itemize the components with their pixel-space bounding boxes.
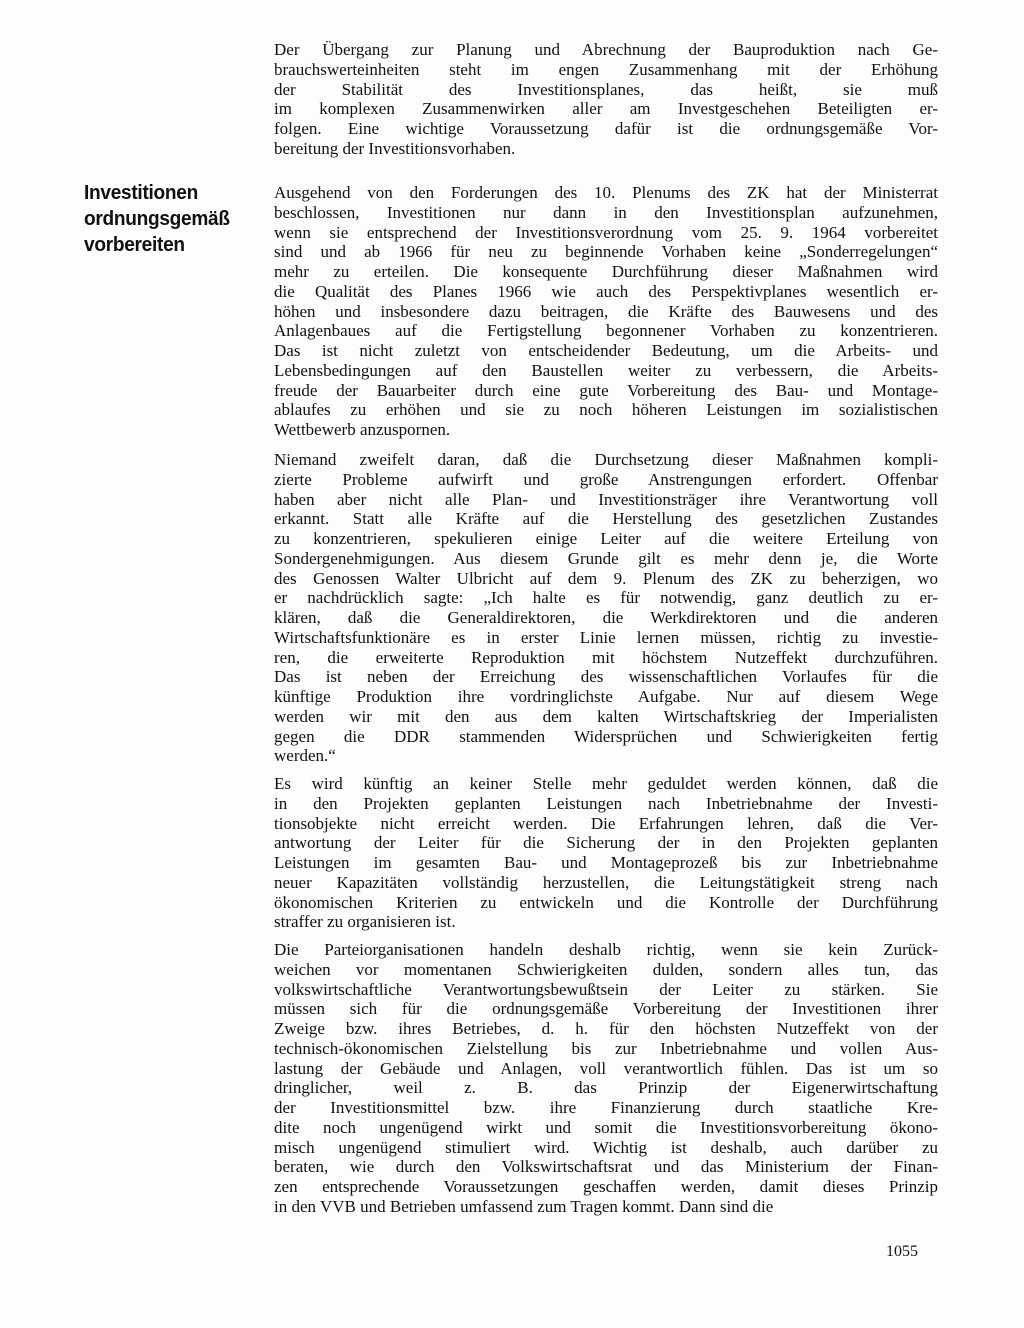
text-line: misch ungenügend stimuliert wird. Wichtig ist deshalb, auch darüber zu <box>274 1137 938 1157</box>
text-line: weichen vor momentanen Schwierigkeiten dulden, sondern alles tun, das <box>274 959 938 979</box>
page-number: 1055 <box>886 1243 918 1260</box>
margin-heading-line: Investitionen <box>84 181 198 204</box>
text-line: haben aber nicht alle Plan- und Investitionsträger ihre Verantwortung voll <box>274 489 938 509</box>
text-line: Wettbewerb anzuspornen. <box>274 420 451 439</box>
text-line: Das ist nicht zuletzt von entscheidender Bedeutung, um die Arbeits- und <box>274 341 938 360</box>
text-line: im komplexen Zusammenwirken aller am Investgeschehen Beteiligten er- <box>274 99 938 119</box>
text-line: bereitung der Investitionsvorhaben. <box>274 138 516 158</box>
text-line: wenn sie entsprechend der Investitionsverordnung vom 25. 9. 1964 vorbereitet <box>274 222 938 242</box>
text-line: der Stabilität des Investitionsplanes, das heißt, sie muß <box>274 79 938 99</box>
text-line: brauchswerteinheiten steht im engen Zusammenhang mit der Erhöhung <box>274 59 938 79</box>
paragraph-3 <box>274 450 938 766</box>
text-line: volkswirtschaftliche Verantwortungsbewußtsein der Leiter zu stärken. Sie <box>274 979 938 999</box>
text-line: tionsobjekte nicht erreicht werden. Die Erfahrungen lehren, daß die Ver- <box>274 813 938 833</box>
text-line: Niemand zweifelt daran, daß die Durchsetzung dieser Maßnahmen kompli- <box>274 450 938 469</box>
text-line: antwortung der Leiter für die Sicherung der in den Projekten geplanten <box>274 833 938 853</box>
text-line: höhen und insbesondere dazu beitragen, die Kräfte des Bauwesens und des <box>274 301 938 321</box>
text-line: Zweige bzw. ihres Betriebes, d. h. für den höchsten Nutzeffekt von der <box>274 1019 938 1038</box>
text-line: freude der Bauarbeiter durch eine gute Vorbereitung des Bau- und Montage- <box>274 380 938 400</box>
text-line: der Investitionsmittel bzw. ihre Finanzierung durch staatliche Kre- <box>274 1098 938 1117</box>
paragraph-4 <box>274 774 938 932</box>
text-line: neuer Kapazitäten vollständig herzustellen, die Leitungstätigkeit streng nach <box>274 872 938 892</box>
text-line: Es wird künftig an keiner Stelle mehr geduldet werden können, daß die <box>274 774 938 793</box>
text-line: müssen sich für die ordnungsgemäße Vorbereitung der Investitionen ihrer <box>274 999 938 1019</box>
text-line: zierte Probleme aufwirft und große Anstrengungen erfordert. Offenbar <box>274 469 938 489</box>
text-line: sind und ab 1966 für neu zu beginnende Vorhaben keine „Sonderregelungen“ <box>274 242 938 262</box>
text-line: erkannt. Statt alle Kräfte auf die Herstellung des gesetzlichen Zustandes <box>274 509 938 529</box>
text-line: dringlicher, weil z. B. das Prinzip der Eigenerwirtschaftung <box>274 1078 938 1098</box>
paragraph-5 <box>274 940 938 1217</box>
text-line: Anlagenbaues auf die Fertigstellung begonnener Vorhaben zu konzentrieren. <box>274 321 938 341</box>
text-line: werden wir mit den aus dem kalten Wirtschaftskrieg der Imperialisten <box>274 706 938 726</box>
text-line: Leistungen im gesamten Bau- und Montageprozeß bis zur Inbetriebnahme <box>274 853 938 872</box>
text-line: mehr zu erteilen. Die konsequente Durchführung dieser Maßnahmen wird <box>274 262 938 281</box>
text-line: Die Parteiorganisationen handeln deshalb richtig, wenn sie kein Zurück- <box>274 940 938 959</box>
text-line: des Genossen Walter Ulbricht auf dem 9. Plenum des ZK zu beherzigen, wo <box>274 568 938 588</box>
text-line: lastung der Gebäude und Anlagen, voll verantwortlich fühlen. Das ist um so <box>274 1058 938 1078</box>
text-line: ökonomischen Kriterien zu entwickeln und die Kontrolle der Durchführung <box>274 892 938 912</box>
text-line: dite noch ungenügend wirkt und somit die Investitionsvorbereitung ökono- <box>274 1117 938 1137</box>
text-line: zu konzentrieren, spekulieren einige Leiter auf die weitere Erteilung von <box>274 529 938 548</box>
paragraph-1 <box>274 40 938 159</box>
text-line: Wirtschaftsfunktionäre es in erster Linie lernen müssen, richtig zu investie- <box>274 627 938 647</box>
text-line: Lebensbedingungen auf den Baustellen weiter zu verbessern, die Arbeits- <box>274 360 938 380</box>
paragraph-2 <box>274 183 938 440</box>
text-line: werden.“ <box>274 746 336 766</box>
text-line: Sondergenehmigungen. Aus diesem Grunde gilt es mehr denn je, die Worte <box>274 548 938 568</box>
margin-heading-line: vorbereiten <box>84 233 185 256</box>
text-line: beschlossen, Investitionen nur dann in den Investitionsplan aufzunehmen, <box>274 202 938 222</box>
text-line: folgen. Eine wichtige Voraussetzung dafür ist die ordnungsgemäße Vor- <box>274 119 938 138</box>
text-line: ren, die erweiterte Reproduktion mit höchstem Nutzeffekt durchzuführen. <box>274 647 938 667</box>
text-line: technisch-ökonomischen Zielstellung bis zur Inbetriebnahme und vollen Aus- <box>274 1038 938 1058</box>
text-line: ablaufes zu erhöhen und sie zu noch höheren Leistungen im sozialistischen <box>274 400 938 420</box>
text-line: er nachdrücklich sagte: „Ich halte es für notwendig, ganz deutlich zu er- <box>274 588 938 608</box>
text-line: in den VVB und Betrieben umfassend zum Tragen kommt. Dann sind die <box>274 1196 774 1216</box>
text-line: in den Projekten geplanten Leistungen nach Inbetriebnahme der Investi- <box>274 793 938 813</box>
text-line: klären, daß die Generaldirektoren, die Werkdirektoren und die anderen <box>274 608 938 627</box>
text-line: die Qualität des Planes 1966 wie auch des Perspektivplanes wesentlich er- <box>274 281 938 301</box>
text-line: straffer zu organisieren ist. <box>274 912 456 932</box>
text-line: Der Übergang zur Planung und Abrechnung der Bauproduktion nach Ge- <box>274 40 938 59</box>
text-line: künftige Produktion ihre vordringlichste Aufgabe. Nur auf diesem Wege <box>274 687 938 706</box>
text-line: Das ist neben der Erreichung des wissenschaftlichen Vorlaufes für die <box>274 667 938 687</box>
text-line: zen entsprechende Voraussetzungen geschaffen werden, damit dieses Prinzip <box>274 1177 938 1196</box>
margin-heading <box>84 180 242 258</box>
text-line: Ausgehend von den Forderungen des 10. Plenums des ZK hat der Ministerrat <box>274 183 938 202</box>
text-line: gegen die DDR stammenden Widersprüchen und Schwierigkeiten fertig <box>274 726 938 746</box>
margin-heading-line: ordnungsgemäß <box>84 207 230 230</box>
text-line: beraten, wie durch den Volkswirtschaftsrat und das Ministerium der Finan- <box>274 1157 938 1177</box>
